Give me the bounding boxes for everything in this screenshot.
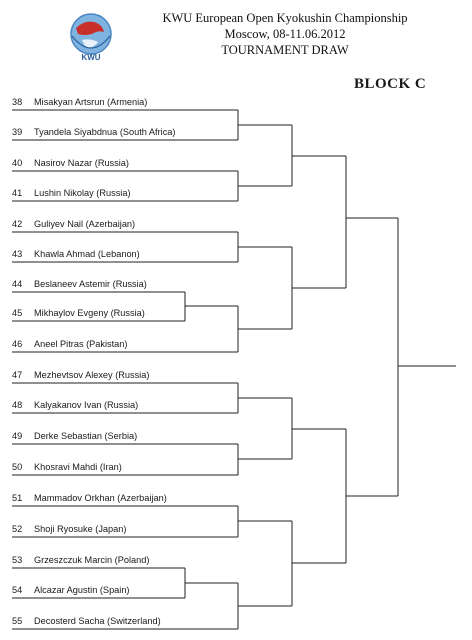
participant-number: 44 [12, 279, 23, 289]
participant-48 [12, 397, 138, 413]
participant-name: Guliyev Nail (Azerbaijan) [34, 219, 136, 229]
participant-name: Mezhevtsov Alexey (Russia) [34, 370, 150, 380]
participant-name: Grzeszczuk Marcin (Poland) [34, 555, 150, 565]
participant-number: 54 [12, 585, 23, 595]
participant-49 [12, 428, 137, 444]
participant-number: 51 [12, 493, 23, 503]
participant-number: 41 [12, 188, 23, 198]
participant-55 [12, 613, 161, 629]
participant-number: 53 [12, 555, 23, 565]
participant-53 [12, 552, 149, 568]
participant-number: 46 [12, 339, 23, 349]
participant-51 [12, 490, 167, 506]
participant-name: Khawla Ahmad (Lebanon) [34, 249, 140, 259]
participant-name: Misakyan Artsrun (Armenia) [34, 97, 148, 107]
participant-number: 47 [12, 370, 23, 380]
participant-number: 55 [12, 616, 23, 626]
participant-number: 52 [12, 524, 23, 534]
participant-45 [12, 305, 145, 321]
draw-title: TOURNAMENT DRAW [221, 43, 349, 57]
participant-44 [12, 276, 147, 292]
participant-43 [12, 246, 140, 262]
participant-name: Alcazar Agustin (Spain) [34, 585, 130, 595]
participant-name: Mammadov Orkhan (Azerbaijan) [34, 493, 167, 503]
participant-number: 38 [12, 97, 23, 107]
participant-number: 42 [12, 219, 23, 229]
participant-name: Aneel Pitras (Pakistan) [34, 339, 128, 349]
participant-number: 48 [12, 400, 23, 410]
participant-number: 43 [12, 249, 23, 259]
participant-50 [12, 459, 122, 475]
participant-name: Beslaneev Astemir (Russia) [34, 279, 147, 289]
championship-title: KWU European Open Kyokushin Championship [162, 11, 408, 25]
participant-name: Nasirov Nazar (Russia) [34, 158, 129, 168]
participant-name: Kalyakanov Ivan (Russia) [34, 400, 139, 410]
participant-name: Mikhaylov Evgeny (Russia) [34, 308, 145, 318]
participant-number: 39 [12, 127, 23, 137]
participant-name: Derke Sebastian (Serbia) [34, 431, 138, 441]
location-date: Moscow, 08-11.06.2012 [224, 27, 346, 41]
participant-54 [12, 582, 130, 598]
participant-46 [12, 336, 127, 352]
participant-52 [12, 521, 126, 537]
participant-47 [12, 367, 149, 383]
participant-name: Decosterd Sacha (Switzerland) [34, 616, 161, 626]
participant-number: 40 [12, 158, 23, 168]
participant-40 [12, 155, 129, 171]
participant-number: 45 [12, 308, 23, 318]
participant-39 [12, 124, 175, 140]
participant-42 [12, 216, 135, 232]
participant-name: Lushin Nikolay (Russia) [34, 188, 131, 198]
participant-name: Tyandela Siyabdnua (South Africa) [34, 127, 176, 137]
participant-number: 50 [12, 462, 23, 472]
participant-name: Shoji Ryosuke (Japan) [34, 524, 127, 534]
participant-41 [12, 185, 131, 201]
participant-38 [12, 94, 147, 110]
participant-number: 49 [12, 431, 23, 441]
block-title: BLOCK C [354, 76, 427, 92]
participant-name: Khosravi Mahdi (Iran) [34, 462, 122, 472]
logo-text: KWU [81, 53, 101, 62]
